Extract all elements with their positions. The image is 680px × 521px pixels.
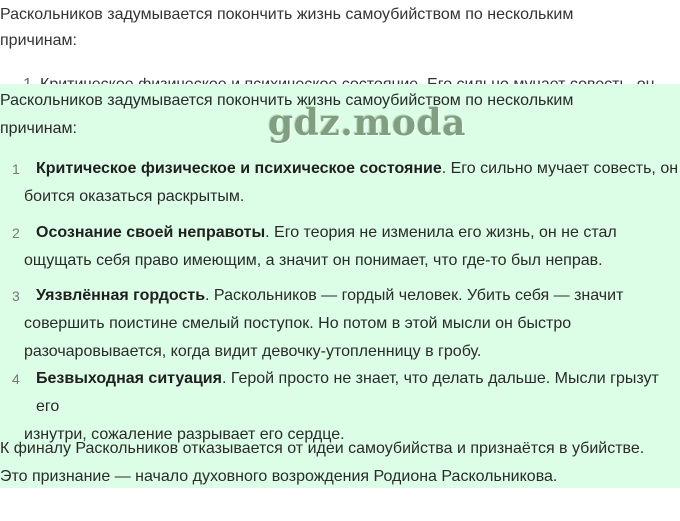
list-item-title: Осознание своей неправоты bbox=[36, 224, 266, 241]
list-item-number: 3 bbox=[12, 288, 20, 304]
list-item-number: 4 bbox=[12, 371, 20, 387]
list-item-body bbox=[24, 219, 680, 275]
list-item-text: ощущать себя право имеющим, а значит он понимает, что где-то был неправ. bbox=[24, 252, 603, 269]
list-item-text: . Его сильно мучает совесть, он bbox=[441, 160, 679, 177]
conclusion-line-1: К финалу Раскольников отказывается от идеи самоубийства и признаётся в убийстве. bbox=[0, 440, 645, 457]
list-item-title: Уязвлённая гордость bbox=[36, 287, 206, 304]
intro-line-1: Раскольников задумывается покончить жизнь самоубийством по нескольким bbox=[0, 92, 574, 109]
background-intro bbox=[0, 2, 680, 54]
list-item-text: изнутри, сожаление разрывает его сердце. bbox=[24, 426, 345, 443]
list-item-text: разочаровывается, когда видит девочку-утопленницу в гробу. bbox=[24, 343, 482, 360]
list-item-number: 1 bbox=[12, 161, 20, 177]
list-item-text: . Герой просто не знает, что делать дальше. Мысли грызут его bbox=[36, 370, 659, 415]
list-item-title: Критическое физическое и психическое состояние bbox=[36, 160, 442, 177]
watermark-logo: gdz.moda bbox=[268, 102, 466, 144]
answer-panel bbox=[0, 84, 680, 488]
list-item-text: совершить поистине смелый поступок. Но потом в этой мысли он быстро bbox=[24, 315, 572, 332]
conclusion-line-2: Это признание — начало духовного возрождения Родиона Раскольникова. bbox=[0, 468, 558, 485]
conclusion-paragraph bbox=[0, 435, 680, 491]
background-intro-line-1: Раскольников задумывается покончить жизнь самоубийством по нескольким bbox=[0, 6, 574, 23]
intro-line-2: причинам: bbox=[0, 120, 77, 137]
background-intro-line-2: причинам: bbox=[0, 32, 77, 49]
list-item-text: боится оказаться раскрытым. bbox=[24, 188, 245, 205]
list-item-number: 2 bbox=[12, 225, 20, 241]
list-item-text: . Его теория не изменила его жизнь, он не стал bbox=[265, 224, 617, 241]
list-item-title: Безвыходная ситуация bbox=[36, 370, 222, 387]
list-item-body bbox=[24, 282, 680, 366]
list-item-text: . Раскольников — гордый человек. Убить себя — значит bbox=[205, 287, 624, 304]
list-item-body bbox=[24, 155, 680, 211]
